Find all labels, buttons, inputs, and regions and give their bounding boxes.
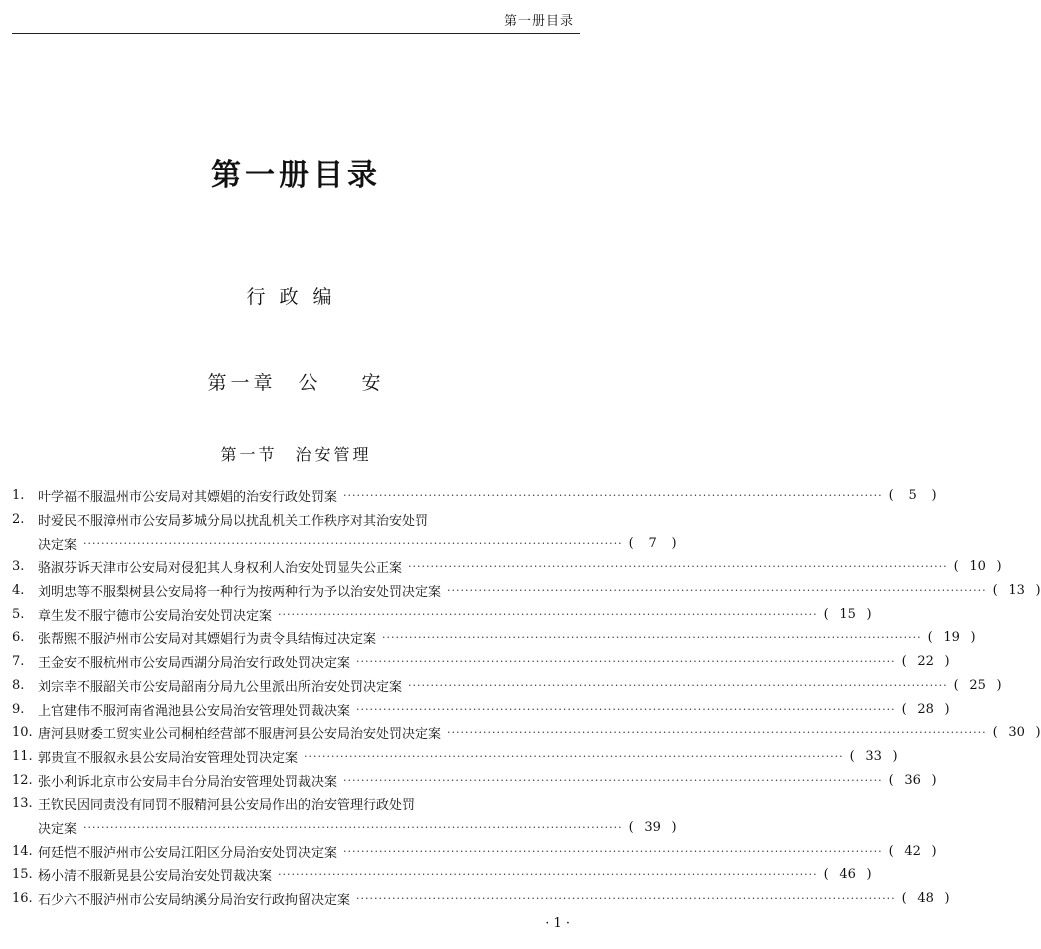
toc-entry[interactable] (12, 674, 1002, 698)
toc-entry-page-number: 42 (904, 843, 921, 859)
dot-leader: ························································································································ (356, 892, 896, 906)
chapter-number: 第一章 (207, 372, 277, 394)
toc-entry[interactable] (12, 484, 937, 508)
toc-entry-page-number: 22 (917, 654, 934, 670)
toc-entry[interactable] (12, 602, 872, 626)
dot-leader: ························································································································ (83, 820, 623, 834)
toc-entry-title: 刘明忠等不服梨树县公安局将一种行为按两种行为予以治安处罚决定案 (38, 585, 442, 601)
header-rule (12, 33, 580, 34)
toc-entry[interactable] (12, 579, 1041, 603)
toc-entry-page: ( 46 ) (823, 867, 872, 883)
toc-entry-title: 王金安不服杭州市公安局西湖分局治安行政处罚决定案 (38, 656, 351, 672)
toc-entry-page: ( 22 ) (901, 654, 950, 670)
dot-leader: ························································································································ (304, 749, 844, 763)
toc-entry[interactable] (12, 626, 976, 650)
chapter-name-part-1: 公 (298, 372, 322, 394)
table-of-contents (12, 484, 1041, 910)
dot-leader: ························································································································ (447, 584, 987, 598)
toc-entry-page: ( 30 ) (992, 725, 1041, 741)
toc-entry[interactable] (12, 887, 950, 911)
running-head: 第一册目录 (503, 14, 574, 29)
toc-entry-page-number: 7 (648, 535, 657, 551)
toc-entry-title: 郭贵宣不服叙永县公安局治安管理处罚决定案 (38, 750, 299, 766)
toc-entry-page: ( 39 ) (628, 819, 677, 835)
toc-entry-title: 决定案 (38, 537, 78, 553)
toc-entry-title: 上官建伟不服河南省渑池县公安局治安管理处罚裁决案 (38, 703, 351, 719)
dot-leader: ························································································································ (356, 655, 896, 669)
toc-entry-title: 决定案 (38, 821, 78, 837)
dot-leader: ························································································································ (278, 868, 818, 882)
dot-leader: ························································································································ (356, 702, 896, 716)
toc-entry-title: 骆淑芬诉天津市公安局对侵犯其人身权利人治安处罚显失公正案 (38, 561, 403, 577)
toc-entry[interactable] (12, 792, 574, 816)
toc-entry-number: 2. (12, 512, 25, 528)
toc-entry-page: ( 42 ) (888, 843, 937, 859)
toc-entry-page: ( 48 ) (901, 891, 950, 907)
toc-entry-page-number: 46 (839, 867, 856, 883)
dot-leader: ························································································································ (83, 536, 623, 550)
toc-entry-title: 石少六不服泸州市公安局纳溪分局治安行政拘留决定案 (38, 893, 351, 909)
toc-entry-page-number: 36 (904, 772, 921, 788)
toc-entry-number: 1. (12, 488, 25, 504)
toc-entry[interactable] (12, 863, 872, 887)
toc-entry-page: ( 25 ) (953, 677, 1002, 693)
toc-entry-page: ( 5 ) (888, 488, 937, 504)
part-heading: 行政编 (246, 286, 346, 308)
toc-entry[interactable] (12, 531, 677, 555)
chapter-heading (0, 368, 592, 395)
toc-entry-title: 张小利诉北京市公安局丰台分局治安管理处罚裁决案 (38, 774, 338, 790)
toc-entry-number: 9. (12, 701, 25, 717)
toc-entry-page-number: 19 (943, 630, 960, 646)
toc-entry[interactable] (12, 816, 677, 840)
toc-entry-title: 唐河县财委工贸实业公司桐柏经营部不服唐河县公安局治安处罚决定案 (38, 727, 442, 743)
toc-entry-page: ( 13 ) (992, 583, 1041, 599)
toc-entry-title: 时爱民不服漳州市公安局芗城分局以扰乱机关工作秩序对其治安处罚 (38, 514, 429, 530)
toc-entry[interactable] (12, 768, 937, 792)
dot-leader: ························································································································ (447, 726, 987, 740)
toc-entry-page-number: 30 (1008, 725, 1025, 741)
dot-leader: ························································································································ (278, 607, 818, 621)
section-name: 治安管理 (295, 445, 372, 464)
toc-entry-title: 叶学福不服温州市公安局对其嫖娼的治安行政处罚案 (38, 490, 338, 506)
toc-entry-number: 16. (12, 891, 33, 907)
section-number: 第一节 (220, 445, 278, 464)
toc-entry-page: ( 28 ) (901, 701, 950, 717)
toc-entry-title: 何廷恺不服泸州市公安局江阳区分局治安处罚决定案 (38, 845, 338, 861)
toc-entry-page-number: 10 (969, 559, 986, 575)
toc-entry[interactable] (12, 555, 1002, 579)
toc-entry-page: ( 33 ) (849, 748, 898, 764)
dot-leader: ························································································································ (343, 844, 883, 858)
toc-entry-number: 14. (12, 843, 33, 859)
toc-entry-number: 10. (12, 725, 33, 741)
toc-entry-page-number: 25 (969, 677, 986, 693)
toc-entry-number: 5. (12, 606, 25, 622)
toc-entry[interactable] (12, 721, 1041, 745)
toc-entry-page-number: 33 (865, 748, 882, 764)
toc-entry-page-number: 15 (839, 606, 856, 622)
toc-entry[interactable] (12, 697, 950, 721)
dot-leader: ························································································································ (382, 631, 922, 645)
toc-entry-number: 7. (12, 654, 25, 670)
toc-entry-title: 张帮煕不服泸州市公安局对其嫖娼行为责令具结悔过决定案 (38, 632, 377, 648)
toc-entry-page: ( 7 ) (628, 535, 677, 551)
toc-entry[interactable] (12, 839, 937, 863)
toc-entry-title: 王钦民因同责没有同罚不服精河县公安局作出的治安管理行政处罚 (38, 798, 416, 814)
toc-entry-page: ( 36 ) (888, 772, 937, 788)
dot-leader: ························································································································ (343, 489, 883, 503)
toc-entry-title: 章生发不服宁德市公安局治安处罚决定案 (38, 608, 273, 624)
page-title: 第一册目录 (211, 158, 381, 193)
chapter-name-part-2: 安 (361, 372, 385, 394)
dot-leader: ························································································································ (343, 773, 883, 787)
toc-entry-page-number: 13 (1008, 583, 1025, 599)
toc-entry[interactable] (12, 745, 898, 769)
toc-entry-page-number: 48 (917, 891, 934, 907)
toc-entry-title: 刘宗幸不服韶关市公安局韶南分局九公里派出所治安处罚决定案 (38, 679, 403, 695)
toc-entry-title: 杨小清不服新晃县公安局治安处罚裁决案 (38, 869, 273, 885)
toc-entry-number: 6. (12, 630, 25, 646)
toc-entry-number: 12. (12, 772, 33, 788)
toc-entry-page-number: 28 (917, 701, 934, 717)
dot-leader: ························································································································ (408, 560, 948, 574)
toc-entry-number: 3. (12, 559, 25, 575)
toc-entry-page: ( 15 ) (823, 606, 872, 622)
toc-entry[interactable] (12, 508, 574, 532)
toc-entry-page: ( 10 ) (953, 559, 1002, 575)
toc-entry-page-number: 39 (644, 819, 661, 835)
toc-entry-number: 13. (12, 796, 33, 812)
toc-entry-page-number: 5 (908, 488, 917, 504)
toc-entry-number: 8. (12, 677, 25, 693)
toc-entry-number: 15. (12, 867, 33, 883)
toc-entry[interactable] (12, 650, 950, 674)
dot-leader: ························································································································ (408, 678, 948, 692)
toc-entry-page: ( 19 ) (927, 630, 976, 646)
toc-entry-number: 11. (12, 748, 33, 764)
page-number: · 1 · (545, 916, 570, 931)
section-heading (0, 442, 592, 465)
toc-entry-number: 4. (12, 583, 25, 599)
